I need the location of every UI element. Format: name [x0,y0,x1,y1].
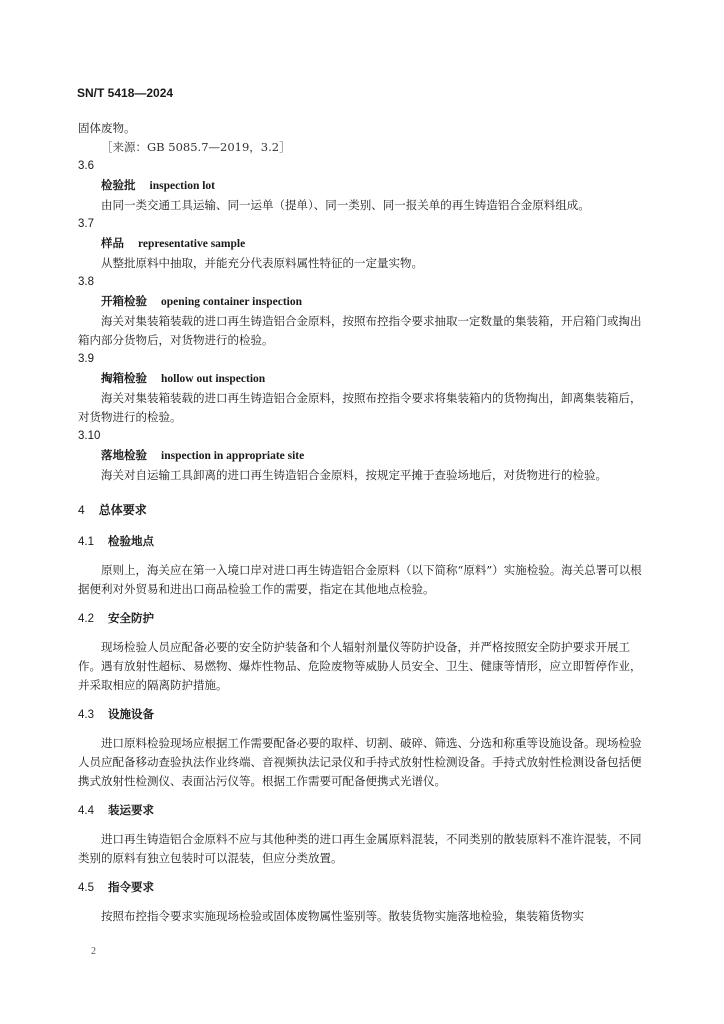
subsection-text: 现场检验人员应配备必要的安全防护装备和个人辐射剂量仪等防护设备，并严格按照安全防护要求开展工作。遇有放射性超标、易燃物、爆炸性物品、危险废物等威胁人员安全、卫生、健康等情形，应立即暂停作业，并采取相应的隔离防护措施。 [78,640,642,692]
subsection-title: 指令要求 [108,880,154,894]
definition-term [78,292,643,312]
term-chinese: 落地检验 [101,448,147,462]
subsection-number: 4.5 [78,882,94,894]
continued-text: 固体废物。 [78,121,136,135]
term-english: hollow out inspection [161,373,266,385]
subsection-text: 进口再生铸造铝合金原料不应与其他种类的进口再生金属原料混装，不同类别的散装原料不准许混装，不同类别的原料有独立包装时可以混装，但应分类放置。 [78,832,642,865]
definition-text: 海关对集装箱装载的进口再生铸造铝合金原料，按照布控指令要求抽取一定数量的集装箱，开启箱门或掏出箱内部分货物后，对货物进行的检验。 [78,314,642,347]
subsection-text: 原则上，海关应在第一入境口岸对进口再生铸造铝合金原料（以下简称“原料”）实施检验。海关总署可以根据便利对外贸易和进出口商品检验工作的需要，指定在其他地点检验。 [78,563,642,596]
definition-number: 3.10 [78,430,101,442]
document-id-header: SN/T 5418—2024 [77,86,174,100]
subsection-4-2 [78,609,643,695]
subsection-heading [78,609,643,629]
subsection-number: 4.2 [78,613,94,625]
definition-text: 海关对集装箱装载的进口再生铸造铝合金原料，按照布控指令要求将集装箱内的货物掏出，卸离集装箱后，对货物进行的检验。 [78,391,642,424]
subsection-heading [78,705,643,725]
term-chinese: 开箱检验 [101,294,147,308]
subsection-number: 4.1 [78,536,94,548]
term-chinese: 掏箱检验 [101,371,147,385]
subsection-heading [78,878,643,898]
source-citation: ［来源：GB 5085.7—2019，3.2］ [101,140,291,154]
definition-term [78,446,643,466]
subsection-title: 装运要求 [108,803,154,817]
subsection-heading [78,532,643,552]
document-body [78,119,643,926]
definition-3-10 [78,427,643,485]
term-chinese: 样品 [101,236,124,250]
page-number: 2 [91,946,96,957]
subsection-number: 4.4 [78,805,94,817]
subsection-title: 安全防护 [108,611,154,625]
subsection-4-3 [78,705,643,791]
definition-text: 由同一类交通工具运输、同一运单（提单）、同一类别、同一报关单的再生铸造铝合金原料组成。 [101,198,590,212]
section-number: 4 [78,503,85,517]
subsection-number: 4.3 [78,709,94,721]
subsection-heading [78,801,643,821]
definition-number: 3.8 [78,276,94,288]
definition-3-7 [78,215,643,273]
term-english: inspection lot [149,180,215,192]
term-chinese: 检验批 [101,178,136,192]
section-title: 总体要求 [98,503,147,517]
term-english: inspection in appropriate site [161,450,305,462]
definition-text: 海关对自运输工具卸离的进口再生铸造铝合金原料，按规定平摊于查验场地后，对货物进行的检验。 [101,468,607,482]
subsection-4-1 [78,532,643,599]
definition-3-8 [78,273,643,350]
definition-3-6 [78,157,643,215]
subsection-title: 设施设备 [108,707,154,721]
definition-number: 3.9 [78,353,94,365]
term-english: opening container inspection [161,296,302,308]
definition-term [78,176,643,196]
term-english: representative sample [138,238,246,250]
definition-term [78,369,643,389]
definition-number: 3.6 [78,160,94,172]
subsection-title: 检验地点 [108,534,154,548]
subsection-4-5 [78,878,643,926]
definition-number: 3.7 [78,218,94,230]
definition-term [78,234,643,254]
subsection-text: 按照布控指令要求实施现场检验或固体废物属性鉴别等。散装货物实施落地检验，集装箱货物实 [101,909,584,923]
subsection-text: 进口原料检验现场应根据工作需要配备必要的取样、切割、破碎、筛选、分选和称重等设施设备。现场检验人员应配备移动查验执法作业终端、音视频执法记录仪和手持式放射性检测设备。手持式放射性检测设备包括便携式放射性检测仪、表面沾污仪等。根据工作需要可配备便携式光谱仪。 [78,736,642,788]
section-heading-4 [78,501,643,520]
subsection-4-4 [78,801,643,868]
definition-3-9 [78,350,643,427]
definition-text: 从整批原料中抽取，并能充分代表原料属性特征的一定量实物。 [101,256,423,270]
